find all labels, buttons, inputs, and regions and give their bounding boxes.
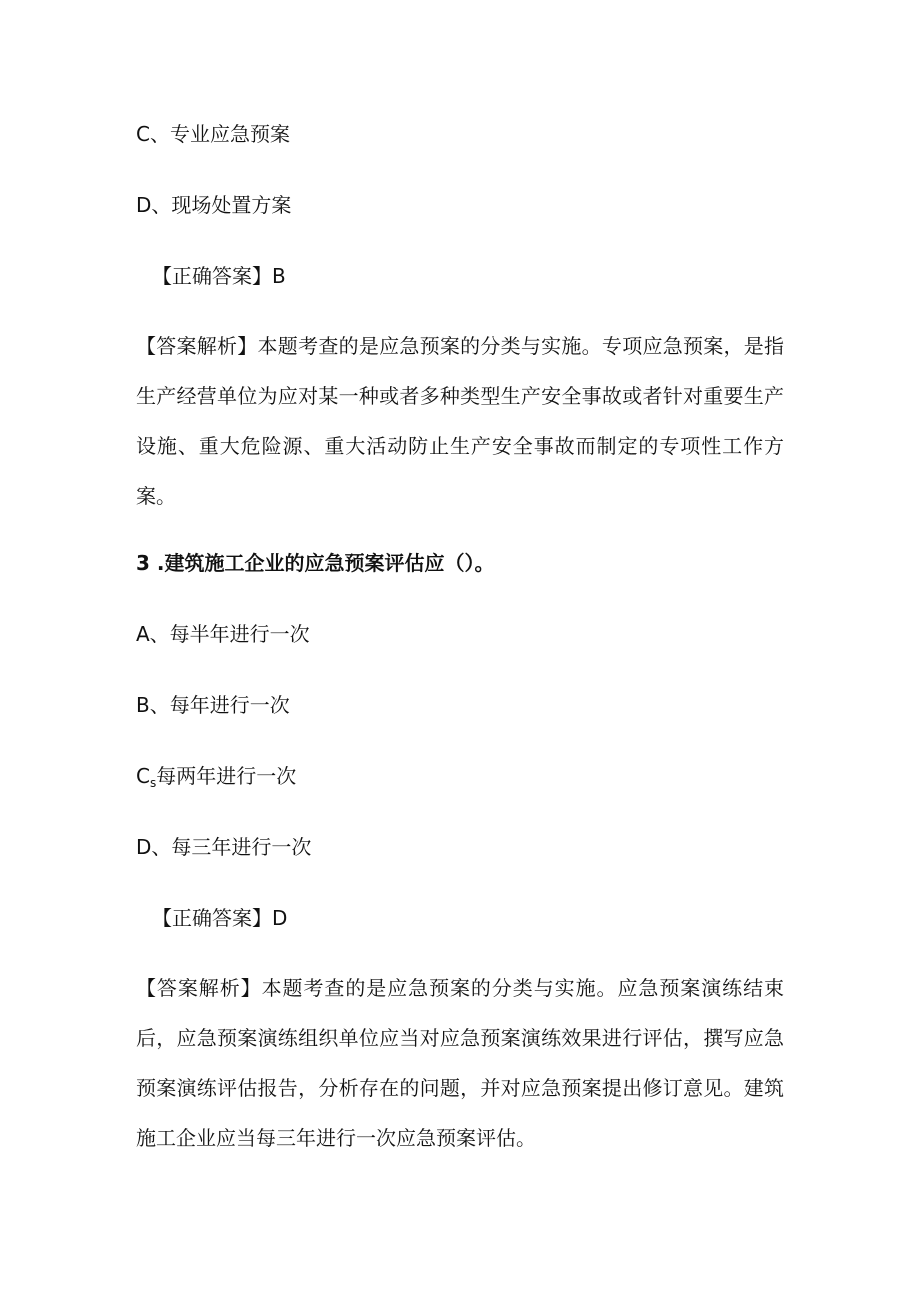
q3-answer-analysis: 【答案解析】本题考查的是应急预案的分类与实施。应急预案演练结束后，应急预案演练组织单位应当对应急预案演练效果进行评估，撰写应急预案演练评估报告，分析存在的问题，并对应急预案提出修订意见。建筑施工企业应当每三年进行一次应急预案评估。	[136, 976, 784, 1150]
q3-option-c-subscript: s	[149, 776, 157, 790]
q3-correct-answer: 【正确答案】D	[152, 906, 288, 930]
q3-option-c	[136, 763, 296, 796]
q3-question: 3 .建筑施工企业的应急预案评估应（）。	[136, 551, 495, 575]
q2-option-d: D、现场处置方案	[136, 193, 292, 217]
q3-option-b: B、每年进行一次	[136, 693, 290, 717]
q3-option-d: D、每三年进行一次	[136, 835, 312, 859]
q2-option-c: C、专业应急预案	[136, 122, 290, 146]
q3-option-a: A、每半年进行一次	[136, 622, 310, 646]
q2-correct-answer: 【正确答案】B	[152, 264, 286, 288]
q2-answer-analysis: 【答案解析】本题考查的是应急预案的分类与实施。专项应急预案，是指生产经营单位为应对某一种或者多种类型生产安全事故或者针对重要生产设施、重大危险源、重大活动防止生产安全事故而制定的专项性工作方案。	[136, 334, 784, 508]
q3-option-c-text: 每两年进行一次	[156, 764, 297, 788]
q3-option-c-letter: C	[136, 764, 150, 788]
